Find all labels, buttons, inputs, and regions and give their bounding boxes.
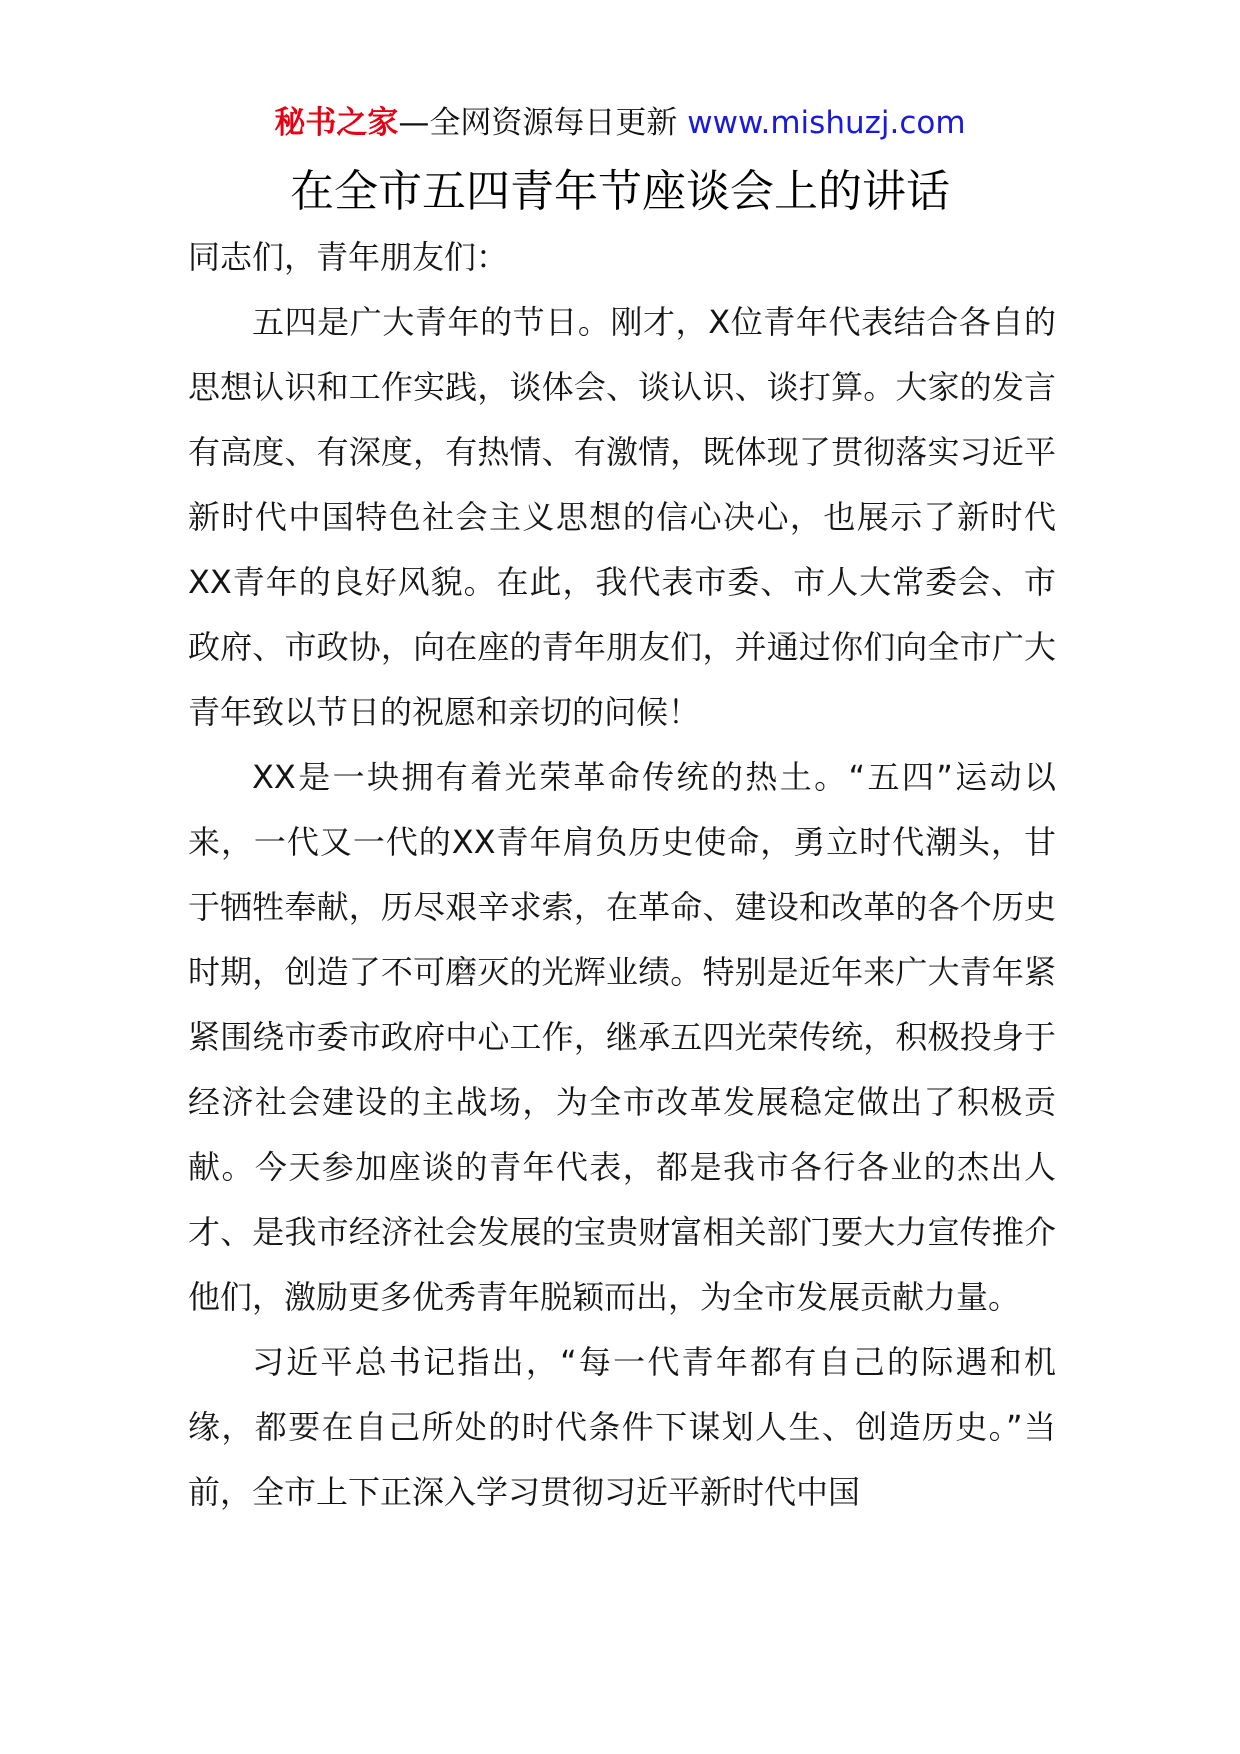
paragraph: 五四是广大青年的节日。刚才，X位青年代表结合各自的思想认识和工作实践，谈体会、谈认识、谈打算。大家的发言有高度、有深度，有热情、有激情，既体现了贯彻落实习近平新时代中国特色社会主义思想的信心决心，也展示了新时代XX青年的良好风貌。在此，我代表市委、市人大常委会、市政府、市政协，向在座的青年朋友们，并通过你们向全市广大青年致以节日的祝愿和亲切的问候！	[188, 303, 1056, 731]
site-url-link[interactable]: www.mishuzj.com	[687, 105, 966, 141]
brand-name: 秘书之家	[274, 105, 399, 141]
document-body	[188, 225, 1056, 1525]
document-title: 在全市五四青年节座谈会上的讲话	[290, 166, 950, 217]
paragraph: XX是一块拥有着光荣革命传统的热土。“五四”运动以来，一代又一代的XX青年肩负历史使命，勇立时代潮头，甘于牺牲奉献，历尽艰辛求索，在革命、建设和改革的各个历史时期，创造了不可磨灭的光辉业绩。特别是近年来广大青年紧紧围绕市委市政府中心工作，继承五四光荣传统，积极投身于经济社会建设的主战场，为全市改革发展稳定做出了积极贡献。今天参加座谈的青年代表，都是我市各行各业的杰出人才、是我市经济社会发展的宝贵财富相关部门要大力宣传推介他们，激励更多优秀青年脱颖而出，为全市发展贡献力量。	[188, 758, 1056, 1316]
site-header	[0, 100, 1240, 146]
paragraph: 习近平总书记指出，“每一代青年都有自己的际遇和机缘，都要在自己所处的时代条件下谋划人生、创造历史。”当前，全市上下正深入学习贯彻习近平新时代中国	[188, 1343, 1056, 1511]
header-tagline: —全网资源每日更新	[398, 105, 678, 141]
salutation: 同志们，青年朋友们：	[188, 238, 509, 276]
